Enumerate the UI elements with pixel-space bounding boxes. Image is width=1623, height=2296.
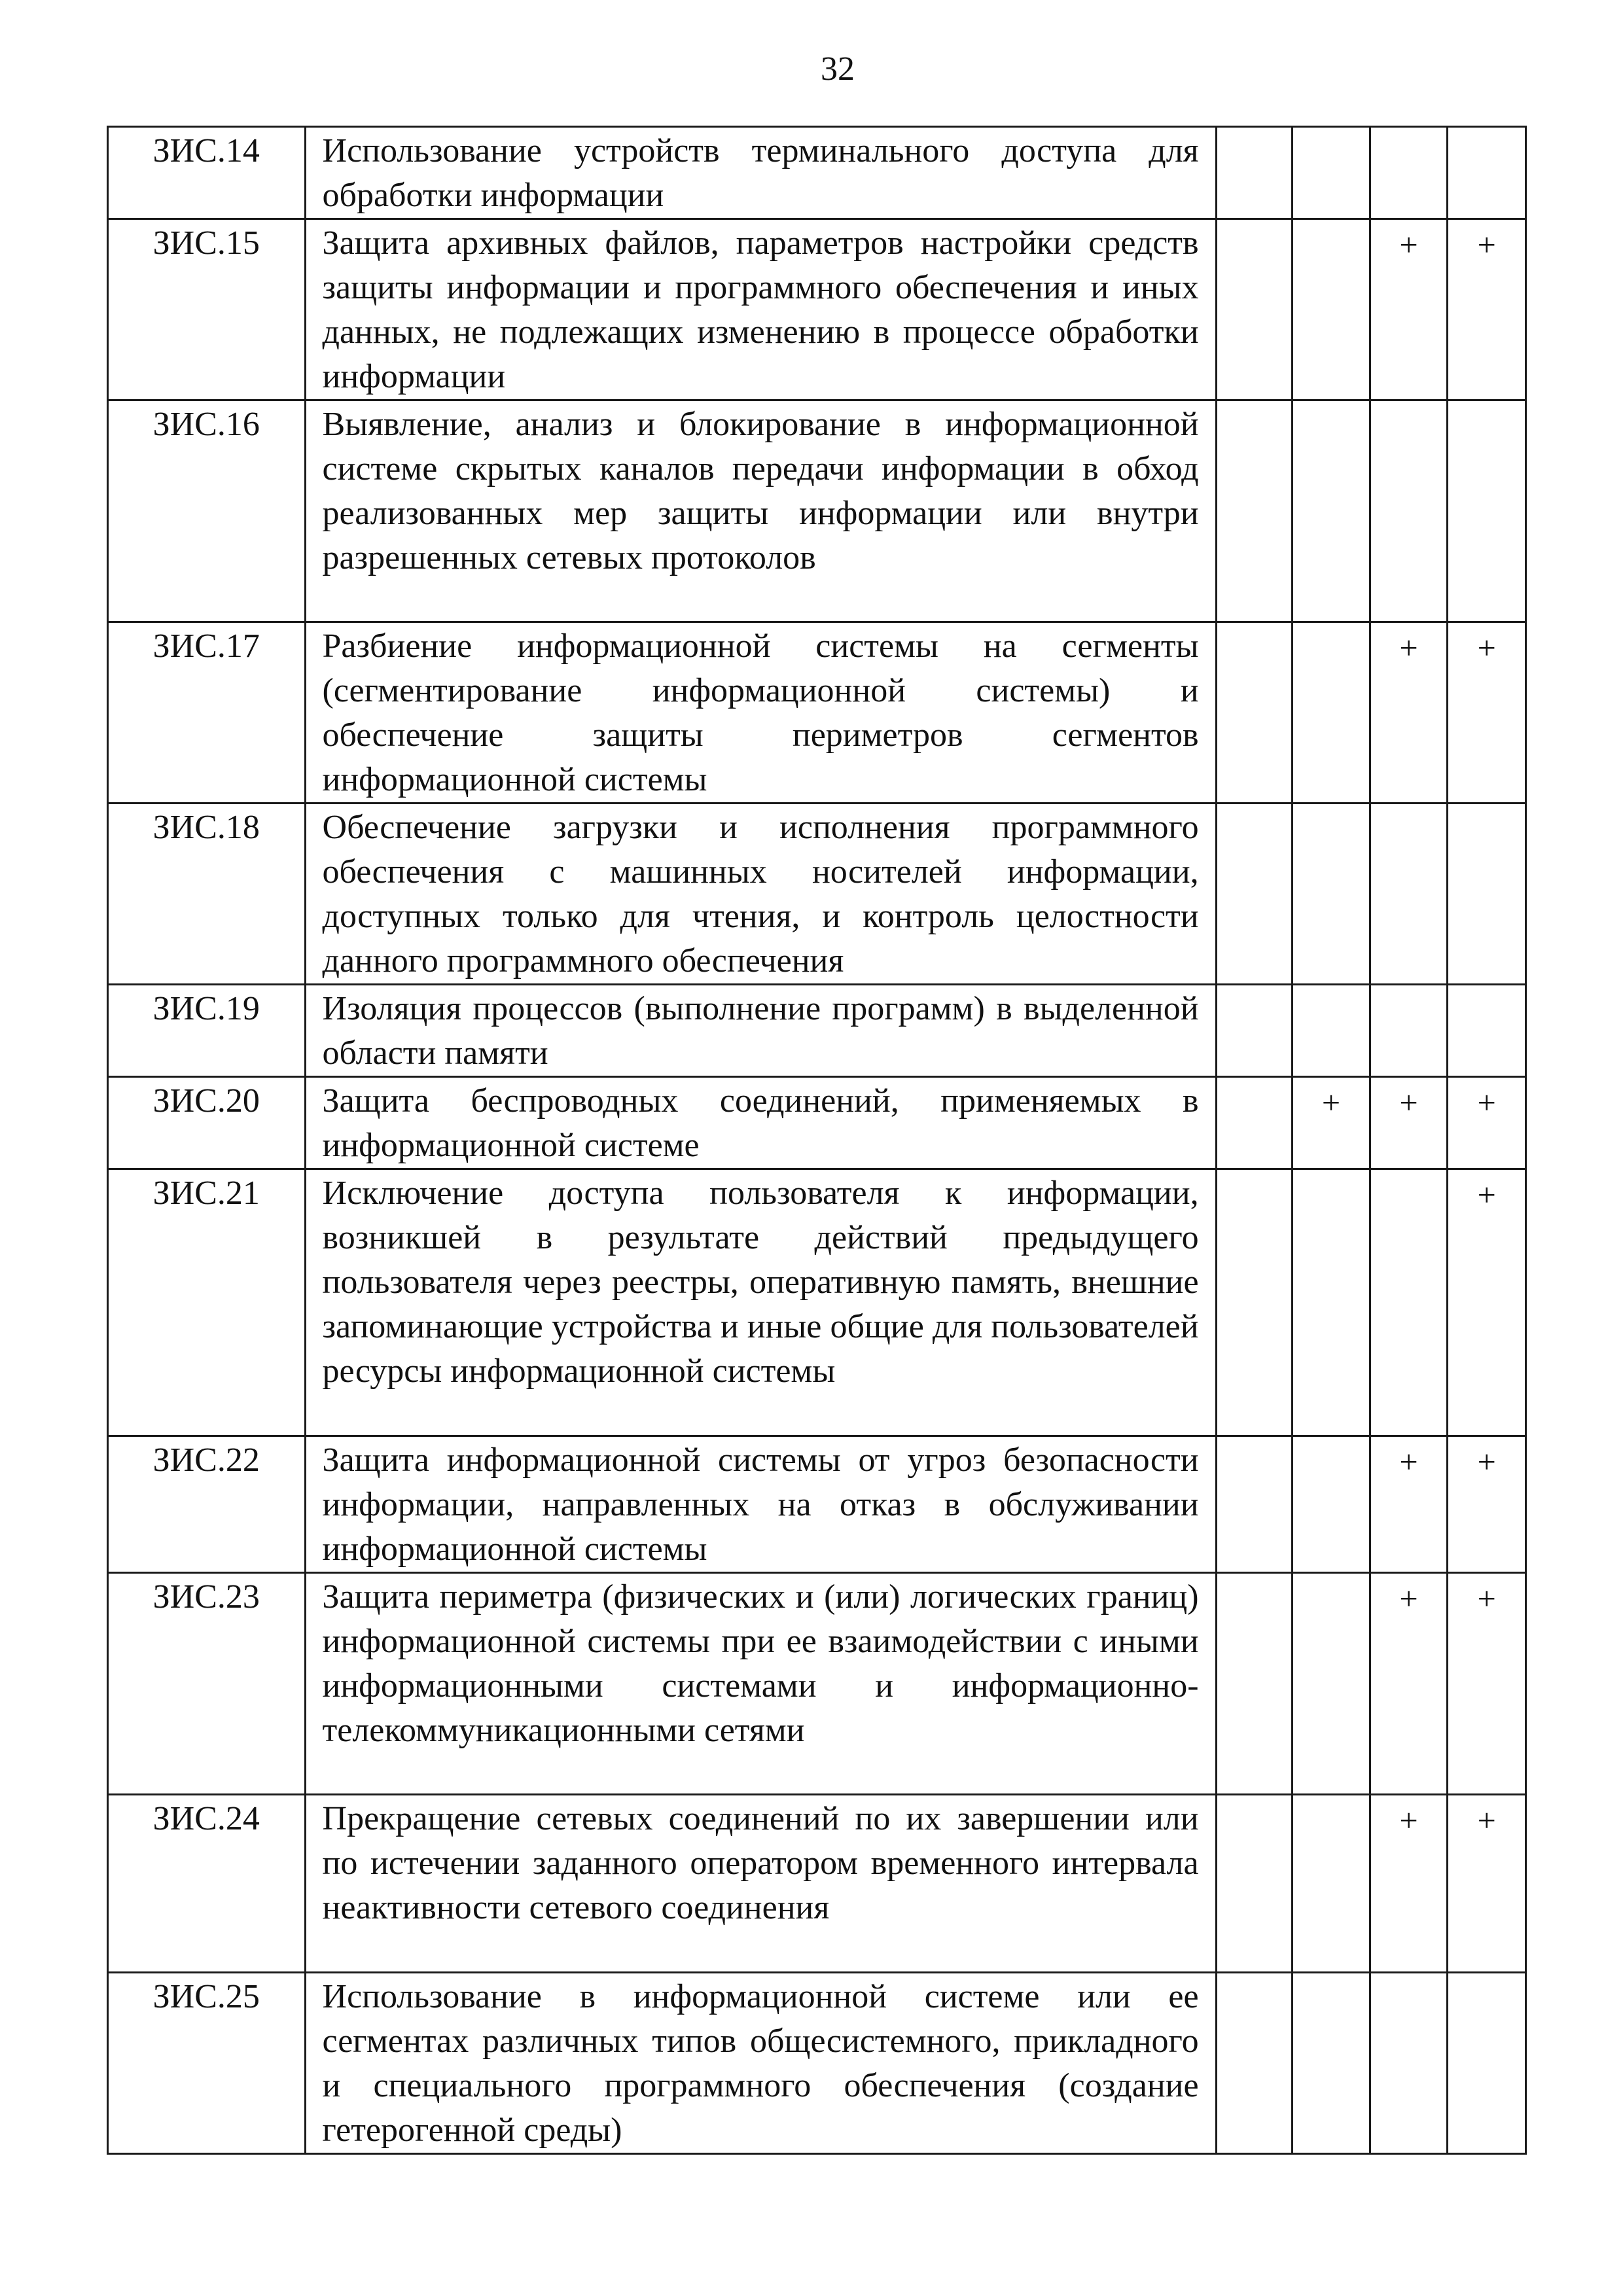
measure-code: ЗИС.25 — [108, 1973, 306, 2154]
measure-description: Разбиение информационной системы на сегменты (сегментирование информационной системы) и обеспечение защиты периметров сегментов информационной системы — [305, 622, 1216, 804]
measure-description: Прекращение сетевых соединений по их завершении или по истечении заданного оператором временного интервала неактивности сетевого соединения — [305, 1795, 1216, 1973]
measure-description: Защита периметра (физических и (или) логических границ) информационной системы при ее взаимодействии с иными информационными системами и информационно-телекоммуникационными сетями — [305, 1573, 1216, 1795]
class-mark-3: + — [1370, 1795, 1448, 1973]
class-mark-1 — [1216, 400, 1293, 622]
class-mark-3 — [1370, 400, 1448, 622]
class-mark-4 — [1448, 400, 1526, 622]
measure-description: Обеспечение загрузки и исполнения программного обеспечения с машинных носителей информации, доступных только для чтения, и контроль целостности данного программного обеспечения — [305, 804, 1216, 985]
measure-code: ЗИС.21 — [108, 1169, 306, 1436]
class-mark-4: + — [1448, 1077, 1526, 1169]
measure-code: ЗИС.19 — [108, 985, 306, 1077]
measure-description: Выявление, анализ и блокирование в информационной системе скрытых каналов передачи информации в обход реализованных мер защиты информации или внутри разрешенных сетевых протоколов — [305, 400, 1216, 622]
measure-description: Защита информационной системы от угроз безопасности информации, направленных на отказ в обслуживании информационной системы — [305, 1436, 1216, 1573]
class-mark-1 — [1216, 985, 1293, 1077]
measure-code: ЗИС.16 — [108, 400, 306, 622]
class-mark-4: + — [1448, 622, 1526, 804]
class-mark-1 — [1216, 622, 1293, 804]
measure-code: ЗИС.17 — [108, 622, 306, 804]
table-row — [108, 219, 1526, 400]
class-mark-4: + — [1448, 1169, 1526, 1436]
class-mark-2 — [1293, 1573, 1370, 1795]
requirements-table — [107, 126, 1527, 2155]
class-mark-3: + — [1370, 1077, 1448, 1169]
class-mark-2 — [1293, 1973, 1370, 2154]
class-mark-4 — [1448, 127, 1526, 219]
class-mark-2 — [1293, 400, 1370, 622]
measure-code: ЗИС.22 — [108, 1436, 306, 1573]
table-row — [108, 1973, 1526, 2154]
class-mark-1 — [1216, 1077, 1293, 1169]
class-mark-2: + — [1293, 1077, 1370, 1169]
class-mark-4 — [1448, 985, 1526, 1077]
class-mark-3 — [1370, 1973, 1448, 2154]
measure-code: ЗИС.15 — [108, 219, 306, 400]
class-mark-2 — [1293, 985, 1370, 1077]
measure-code: ЗИС.24 — [108, 1795, 306, 1973]
class-mark-1 — [1216, 1795, 1293, 1973]
measure-description: Использование устройств терминального доступа для обработки информации — [305, 127, 1216, 219]
class-mark-3 — [1370, 804, 1448, 985]
class-mark-2 — [1293, 1169, 1370, 1436]
class-mark-2 — [1293, 804, 1370, 985]
measure-description: Изоляция процессов (выполнение программ) в выделенной области памяти — [305, 985, 1216, 1077]
table-row — [108, 1436, 1526, 1573]
measure-code: ЗИС.14 — [108, 127, 306, 219]
class-mark-3: + — [1370, 1573, 1448, 1795]
class-mark-4 — [1448, 1973, 1526, 2154]
table-row — [108, 1573, 1526, 1795]
measure-code: ЗИС.20 — [108, 1077, 306, 1169]
table-row — [108, 804, 1526, 985]
table-row — [108, 985, 1526, 1077]
class-mark-3: + — [1370, 219, 1448, 400]
class-mark-3: + — [1370, 1436, 1448, 1573]
measure-code: ЗИС.18 — [108, 804, 306, 985]
class-mark-3: + — [1370, 622, 1448, 804]
class-mark-2 — [1293, 1436, 1370, 1573]
class-mark-2 — [1293, 622, 1370, 804]
class-mark-4: + — [1448, 219, 1526, 400]
measure-code: ЗИС.23 — [108, 1573, 306, 1795]
measure-description: Защита архивных файлов, параметров настройки средств защиты информации и программного обеспечения и иных данных, не подлежащих изменению в процессе обработки информации — [305, 219, 1216, 400]
page-number: 32 — [821, 50, 855, 88]
table-row — [108, 127, 1526, 219]
measure-description: Защита беспроводных соединений, применяемых в информационной системе — [305, 1077, 1216, 1169]
class-mark-1 — [1216, 127, 1293, 219]
table-row — [108, 400, 1526, 622]
class-mark-1 — [1216, 804, 1293, 985]
class-mark-1 — [1216, 1169, 1293, 1436]
class-mark-1 — [1216, 219, 1293, 400]
class-mark-3 — [1370, 127, 1448, 219]
class-mark-2 — [1293, 127, 1370, 219]
table-row — [108, 622, 1526, 804]
class-mark-3 — [1370, 985, 1448, 1077]
measure-description: Исключение доступа пользователя к информации, возникшей в результате действий предыдущего пользователя через реестры, оперативную память, внешние запоминающие устройства и иные общие для пользователей ресурсы информационной системы — [305, 1169, 1216, 1436]
class-mark-1 — [1216, 1973, 1293, 2154]
class-mark-2 — [1293, 1795, 1370, 1973]
class-mark-4 — [1448, 804, 1526, 985]
class-mark-1 — [1216, 1573, 1293, 1795]
table-row — [108, 1169, 1526, 1436]
class-mark-4: + — [1448, 1573, 1526, 1795]
measure-description: Использование в информационной системе или ее сегментах различных типов общесистемного, прикладного и специального программного обеспечения (создание гетерогенной среды) — [305, 1973, 1216, 2154]
class-mark-2 — [1293, 219, 1370, 400]
table-row — [108, 1795, 1526, 1973]
class-mark-4: + — [1448, 1436, 1526, 1573]
table-row — [108, 1077, 1526, 1169]
class-mark-1 — [1216, 1436, 1293, 1573]
class-mark-4: + — [1448, 1795, 1526, 1973]
class-mark-3 — [1370, 1169, 1448, 1436]
